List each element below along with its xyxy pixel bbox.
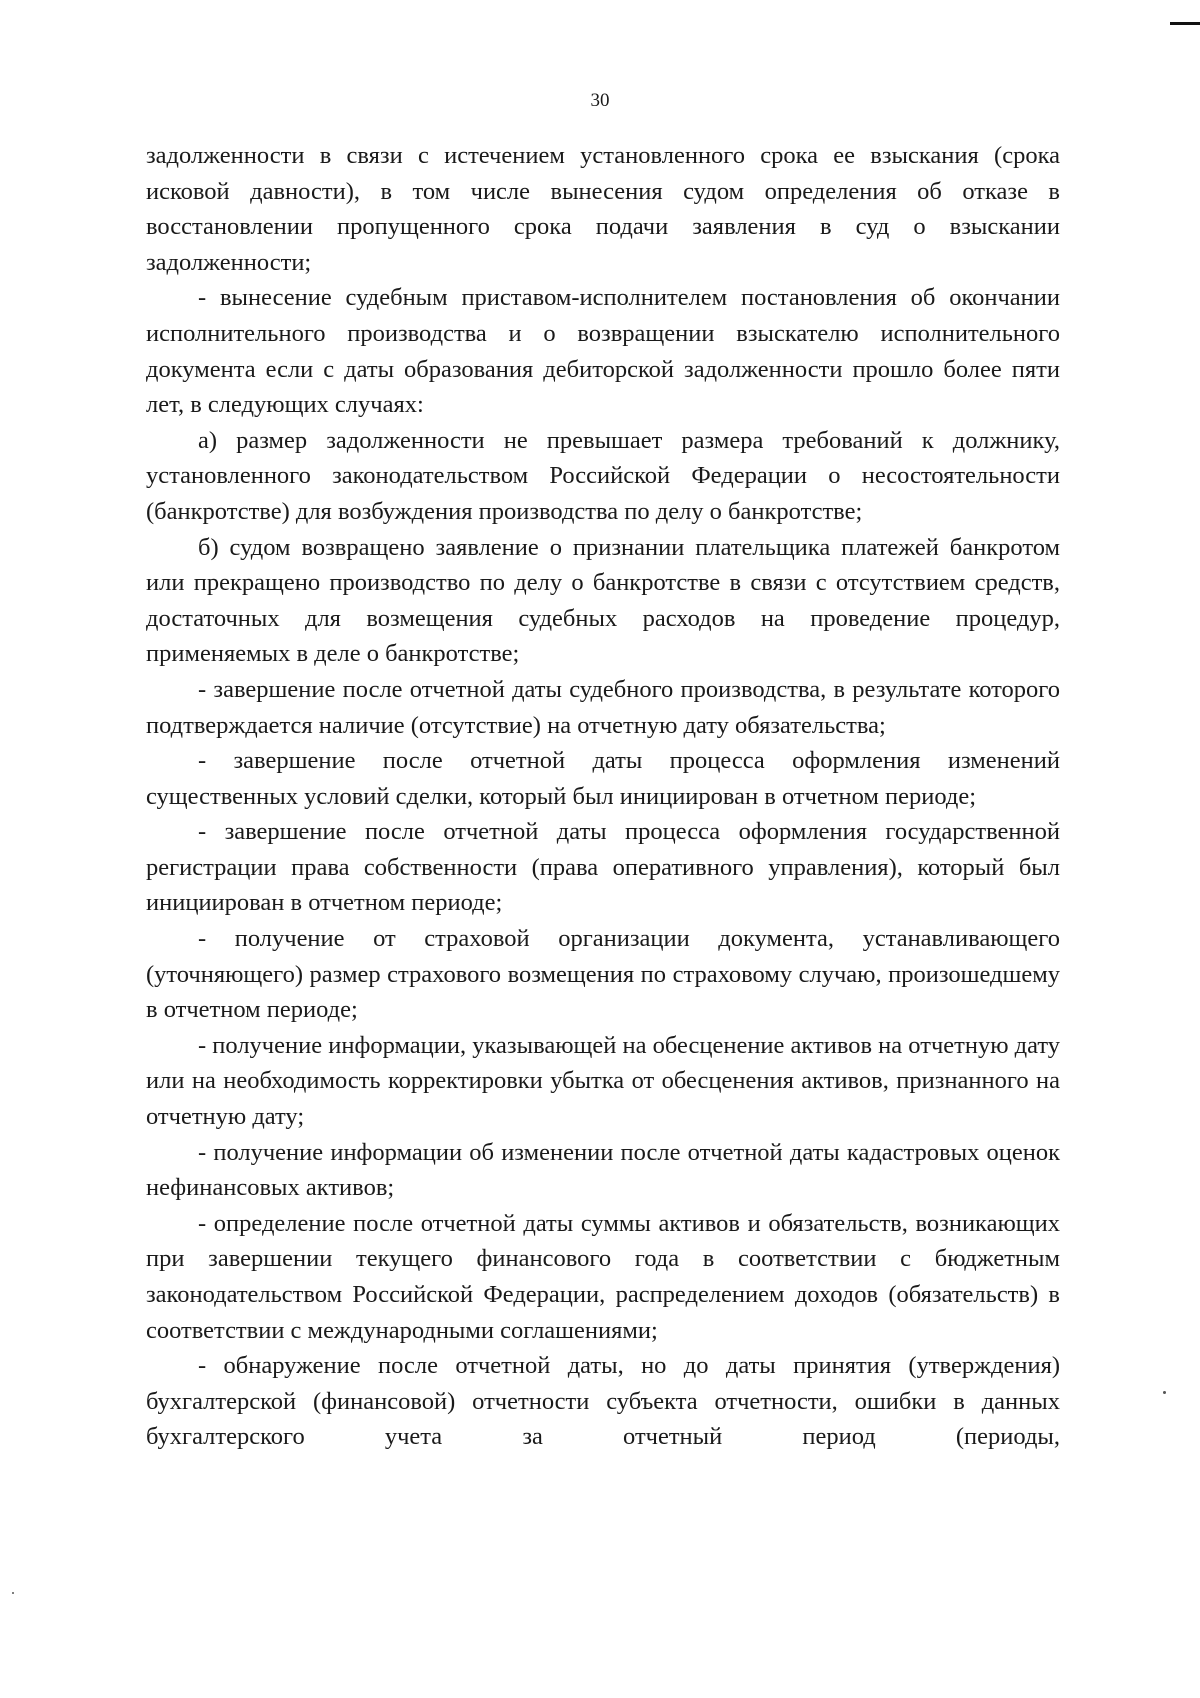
paragraph-12: - обнаружение после отчетной даты, но до даты принятия (утверждения) бухгалтерской (финансовой) отчетности субъекта отчетности, ошибки в данных бухгалтерского учета за отчетный период (периоды, <box>146 1352 1060 1451</box>
paragraph-2: - вынесение судебным приставом-исполнителем постановления об окончании исполнительного производства и о возвращении взыскателю исполнительного документа если с даты образования дебиторской задолженности прошло более пяти лет, в следующих случаях: <box>146 284 1060 419</box>
corner-dash-mark <box>1170 22 1200 25</box>
scan-speck <box>1163 1391 1166 1394</box>
paragraph-3: а) размер задолженности не превышает размера требований к должнику, установленного законодательством Российской Федерации о несостоятельности (банкротстве) для возбуждения производства по делу о банкротстве; <box>146 426 1060 525</box>
paragraph-6: - завершение после отчетной даты процесса оформления изменений существенных условий сделки, который был инициирован в отчетном периоде; <box>146 747 1060 810</box>
paragraph-5: - завершение после отчетной даты судебного производства, в результате которого подтверждается наличие (отсутствие) на отчетную дату обязательства; <box>146 675 1060 739</box>
paragraph-10: - получение информации об изменении после отчетной даты кадастровых оценок нефинансовых активов; <box>146 1138 1060 1202</box>
paragraph-1: задолженности в связи с истечением установленного срока ее взыскания (срока исковой давности), в том числе вынесения судом определения об отказе в восстановлении пропущенного срока подачи заявления в суд о взыскании задолженности; <box>146 142 1060 276</box>
page-number: 30 <box>590 90 610 111</box>
paragraph-7: - завершение после отчетной даты процесса оформления государственной регистрации права собственности (права оперативного управления), который был инициирован в отчетном периоде; <box>146 818 1060 917</box>
paragraph-8: - получение от страховой организации документа, устанавливающего (уточняющего) размер страхового возмещения по страховому случаю, произошедшему в отчетном периоде; <box>146 925 1060 1024</box>
paragraph-11: - определение после отчетной даты суммы активов и обязательств, возникающих при завершении текущего финансового года в соответствии с бюджетным законодательством Российской Федерации, распределением доходов (обязательств) в соответствии с международными соглашениями; <box>146 1209 1060 1344</box>
paragraph-4: б) судом возвращено заявление о признании плательщика платежей банкротом или прекращено производство по делу о банкротстве в связи с отсутствием средств, достаточных для возмещения судебных расходов на проведение процедур, применяемых в деле о банкротстве; <box>146 533 1060 668</box>
paragraph-9: - получение информации, указывающей на обесценение активов на отчетную дату или на необходимость корректировки убытка от обесценения активов, признанного на отчетную дату; <box>146 1031 1060 1131</box>
scan-speck <box>12 1592 14 1594</box>
document-body <box>146 138 1060 1455</box>
